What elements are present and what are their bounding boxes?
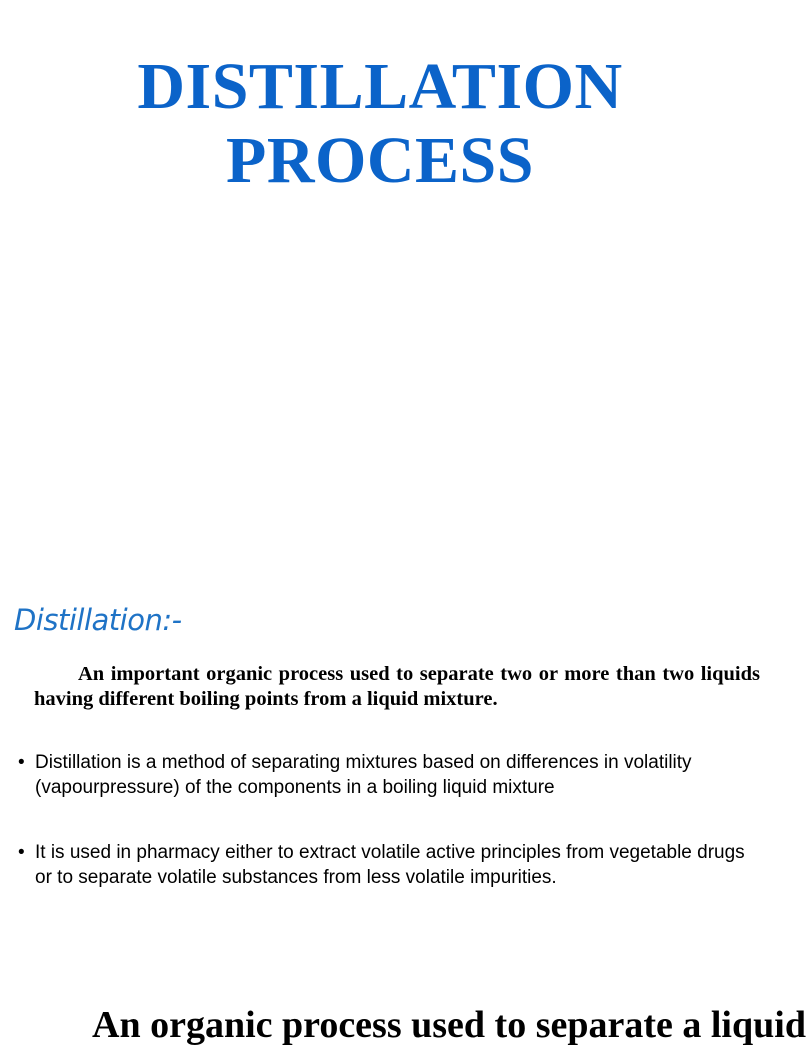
title-line-1: DISTILLATION	[137, 50, 623, 123]
bullet-item	[0, 750, 768, 800]
bullet-marker: •	[18, 752, 25, 773]
title-line-2: PROCESS	[226, 124, 534, 197]
bullet-marker: •	[18, 842, 25, 863]
definition-paragraph: An important organic process used to separate two or more than two liquids having different boiling points from a liquid mixture.	[34, 663, 760, 710]
next-slide-heading: An organic process used to separate a liquid	[92, 1004, 806, 1046]
bullet-list	[0, 750, 768, 890]
bullet-text: Distillation is a method of separating mixtures based on differences in volatility (vapourpressure) of the components in a boiling liquid mixture	[35, 752, 692, 798]
page-title	[0, 50, 760, 198]
bullet-text: It is used in pharmacy either to extract volatile active principles from vegetable drugs or to separate volatile substances from less volatile impurities.	[35, 842, 745, 888]
section-heading: Distillation:-	[14, 603, 182, 637]
bullet-item	[0, 840, 768, 890]
